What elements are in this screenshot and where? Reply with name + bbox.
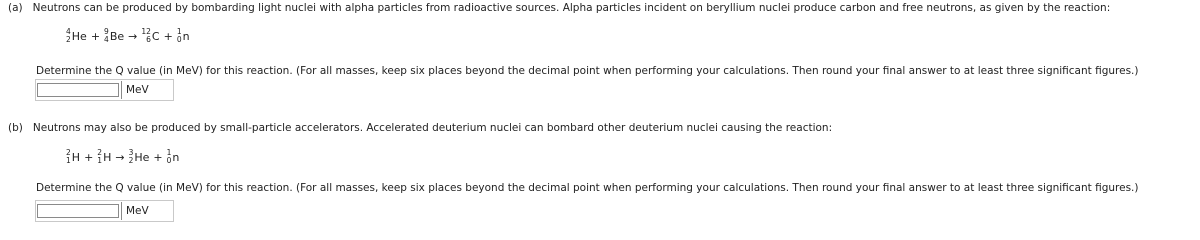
mass-number: 12 — [141, 27, 151, 36]
atomic-number: 1 — [97, 156, 103, 165]
atomic-number: 1 — [66, 156, 71, 165]
product-carbon-12 — [141, 28, 159, 44]
mass-number: 3 — [128, 148, 134, 157]
plus-sign: + — [163, 29, 173, 43]
part-b-intro-text: Neutrons may also be produced by small-particle accelerators. Accelerated deuterium nuclei can bombard other deuterium nuclei causing the reaction: — [32, 122, 833, 134]
mass-number: 1 — [176, 27, 182, 36]
mass-number: 1 — [166, 148, 172, 157]
part-a-question: Determine the Q value (in MeV) for this reaction. (For all masses, keep six places beyond the decimal point when performing your calculations. Then round your final answer to at least three significant figures.) — [36, 65, 1139, 77]
reaction-arrow: → — [115, 150, 125, 164]
product-neutron — [177, 28, 190, 44]
reactant-deuterium-1 — [66, 149, 80, 165]
element-symbol: H — [71, 150, 81, 164]
element-symbol: n — [172, 150, 180, 164]
part-a-answer-input[interactable] — [37, 83, 119, 97]
atomic-number: 0 — [166, 156, 172, 165]
part-a-label: (a) — [8, 2, 23, 14]
atomic-number: 2 — [66, 35, 71, 44]
element-symbol: H — [103, 150, 112, 164]
part-b-reaction-equation — [66, 145, 179, 169]
part-a-intro-text: Neutrons can be produced by bombarding light nuclei with alpha particles from radioactive sources. Alpha particles incident on beryllium nuclei produce carbon and free neutrons, as given by the reaction: — [32, 2, 1111, 14]
part-b-answer-row — [35, 200, 174, 222]
part-a-answer-wrapper — [35, 79, 174, 101]
element-symbol: He — [71, 29, 87, 43]
atomic-number: 4 — [104, 35, 109, 44]
mass-number: 4 — [66, 27, 71, 36]
part-b-unit-label: MeV — [121, 202, 172, 220]
element-symbol: n — [182, 29, 190, 43]
part-a-reaction-equation — [66, 24, 190, 48]
reactant-helium-4 — [66, 28, 87, 44]
atomic-number: 0 — [176, 35, 182, 44]
part-b-question: Determine the Q value (in MeV) for this reaction. (For all masses, keep six places beyond the decimal point when performing your calculations. Then round your final answer to at least three significant figures.) — [36, 182, 1139, 194]
element-symbol: He — [134, 150, 150, 164]
part-b-intro — [8, 121, 832, 135]
reaction-arrow: → — [128, 29, 138, 43]
product-neutron — [167, 149, 180, 165]
product-helium-3 — [129, 149, 150, 165]
element-symbol: C — [151, 29, 160, 43]
plus-sign: + — [84, 150, 94, 164]
part-b-answer-input[interactable] — [37, 204, 119, 218]
reactant-beryllium-9 — [104, 28, 124, 44]
part-b-label: (b) — [8, 122, 23, 134]
mass-number: 2 — [66, 148, 71, 157]
element-symbol: Be — [109, 29, 125, 43]
part-b-answer-wrapper — [35, 200, 174, 222]
part-a-intro — [8, 1, 1110, 15]
atomic-number: 6 — [146, 35, 151, 44]
mass-number: 9 — [104, 27, 109, 36]
reactant-deuterium-2 — [97, 149, 111, 165]
mass-number: 2 — [97, 148, 103, 157]
plus-sign: + — [153, 150, 163, 164]
part-a-unit-label: MeV — [121, 81, 172, 99]
atomic-number: 2 — [128, 156, 134, 165]
part-a-answer-row — [35, 79, 174, 101]
plus-sign: + — [90, 29, 101, 43]
